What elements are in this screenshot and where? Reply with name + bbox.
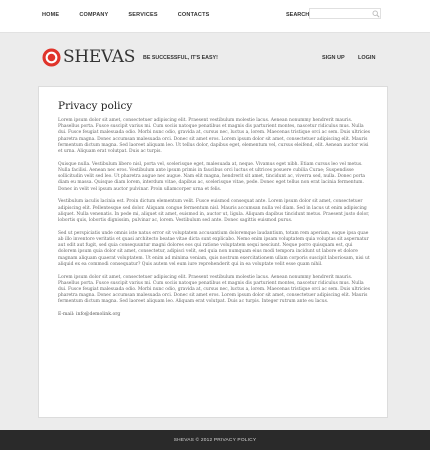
policy-paragraph-1: Lorem ipsum dolor sit amet, consectetuer adipiscing elit. Praesent vestibulum molestie lacus. Aenean nonummy hendrerit mauris. Phasellus porta. Fusce suscipit varius mi. Cum sociis natoque penatibus et magnis dis parturient montes, nascetur ridiculus mus. Nulla dui. Fusce feugiat malesuada odio. Morbi nunc odio, gravida at, cursus nec, luctus a, lorem. Maecenas tristique orci ac sem. Duis ultricies pharetra magna. Donec accumsan malesuada orci. Donec sit amet eros. Lorem ipsum dolor sit amet, consectetuer adipiscing elit. Mauris fermentum dictum magna. Sed laoreet aliquam leo. Ut tellus dolor, dapibus eget, elementum vel, cursus eleifend, elit. Aenean auctor wisi et urna. Aliquam erat volutpat. Duis ac turpis. xyxy=(58,118,371,155)
policy-paragraph-3: Vestibulum iaculis lacinia est. Proin dictum elementum velit. Fusce euismod consequat ante. Lorem ipsum dolor sit amet, consectetuer adipiscing elit. Pellentesque sed dolor. Aliquam congue fermentum nisl. Mauris accumsan nulla vel diam. Sed in lacus ut enim adipiscing aliquet. Nulla venenatis. In pede mi, aliquet sit amet, euismod in, auctor ut, ligula. Aliquam dapibus tincidunt metus. Praesent justo dolor, lobortis quis, lobortis dignissim, pulvinar ac, lorem. Vestibulum sed ante. Donec sagittis euismod purus. xyxy=(58,199,370,224)
nav-contacts[interactable]: CONTACTS xyxy=(177,12,210,18)
content-panel xyxy=(38,86,388,418)
top-navigation xyxy=(42,12,230,18)
nav-home[interactable]: HOME xyxy=(42,12,60,18)
signup-link[interactable]: SIGN UP xyxy=(322,55,345,61)
nav-company[interactable]: COMPANY xyxy=(79,12,109,18)
content-body xyxy=(58,100,372,317)
logo-icon[interactable] xyxy=(42,48,61,67)
policy-paragraph-5: Lorem ipsum dolor sit amet, consectetuer adipiscing elit. Praesent vestibulum molestie lacus. Aenean nonummy hendrerit mauris. Phasellus porta. Fusce suscipit varius mi. Cum sociis natoque penatibus et magnis dis parturient montes, nascetur ridiculus mus. Nulla dui. Fusce feugiat malesuada odio. Morbi nunc odio, gravida at, cursus nec, luctus a, lorem. Maecenas tristique orci ac sem. Duis ultricies pharetra magna. Donec accumsan malesuada orci. Donec sit amet eros. Lorem ipsum dolor sit amet, consectetuer adipiscing elit. Mauris fermentum dictum magna. Sed laoreet aliquam leo. Aliquam erat volutpat. Duis ac turpis. Integer rutrum ante eu lacus. xyxy=(58,274,371,305)
policy-paragraph-2: Quisque nulla. Vestibulum libero nisl, porta vel, scelerisque eget, malesuada at, neque. Vivamus eget nibh. Etiam cursus leo vel metus. Nulla facilisi. Aenean nec eros. Vestibulum ante ipsum primis in faucibus orci luctus et ultrices posuere cubilia Curae; Suspendisse sollicitudin velit sed leo. Ut pharetra augue nec augue. Nam elit magna, hendrerit sit amet, tincidunt ac, viverra sed, nulla. Donec porta diam eu massa. Quisque diam lorem, interdum vitae, dapibus ac, scelerisque vitae, pede. Donec eget tellus non erat lacinia fermentum. Donec in velit vel ipsum auctor pulvinar. Proin ullamcorper urna et felis. xyxy=(58,161,366,192)
login-link[interactable]: LOGIN xyxy=(358,55,376,61)
top-bar xyxy=(0,0,430,33)
search-icon[interactable] xyxy=(372,10,380,18)
tagline: BE SUCCESSFUL, IT'S EASY! xyxy=(143,55,218,61)
site-footer xyxy=(0,430,430,450)
site-header xyxy=(0,33,430,83)
logo-text[interactable]: SHEVAS xyxy=(63,47,136,67)
search-input[interactable] xyxy=(309,8,381,19)
copyright-text: SHEVAS © 2012 PRIVACY POLICY xyxy=(173,438,257,443)
page-title: Privacy policy xyxy=(58,100,133,112)
contact-email[interactable]: E-mail: info@demolink.org xyxy=(58,312,121,318)
policy-paragraph-4: Sed ut perspiciatis unde omnis iste natus error sit voluptatem accusantium doloremque laudantium, totam rem aperiam, eaque ipsa quae ab illo inventore veritatis et quasi architecto beatae vitae dicta sunt explicabo. Nemo enim ipsam voluptatem quia voluptas sit aspernatur aut odit aut fugit, sed quia consequuntur magni dolores eos qui ratione voluptatem sequi nesciunt. Neque porro quisquam est, qui dolorem ipsum quia dolor sit amet, consectetur, adipisci velit, sed quia non numquam eius modi tempora incidunt ut labore et dolore magnam aliquam quaerat voluptatem. Ut enim ad minima veniam, quis nostrum exercitationem ullam corporis suscipit laboriosam, nisi ut aliquid ex ea commodi consequatur? Quis autem vel eum iure reprehenderit qui in ea voluptate velit esse quam nihil. xyxy=(58,230,370,267)
search-label: SEARCH xyxy=(286,12,310,18)
nav-services[interactable]: SERVICES xyxy=(128,12,158,18)
